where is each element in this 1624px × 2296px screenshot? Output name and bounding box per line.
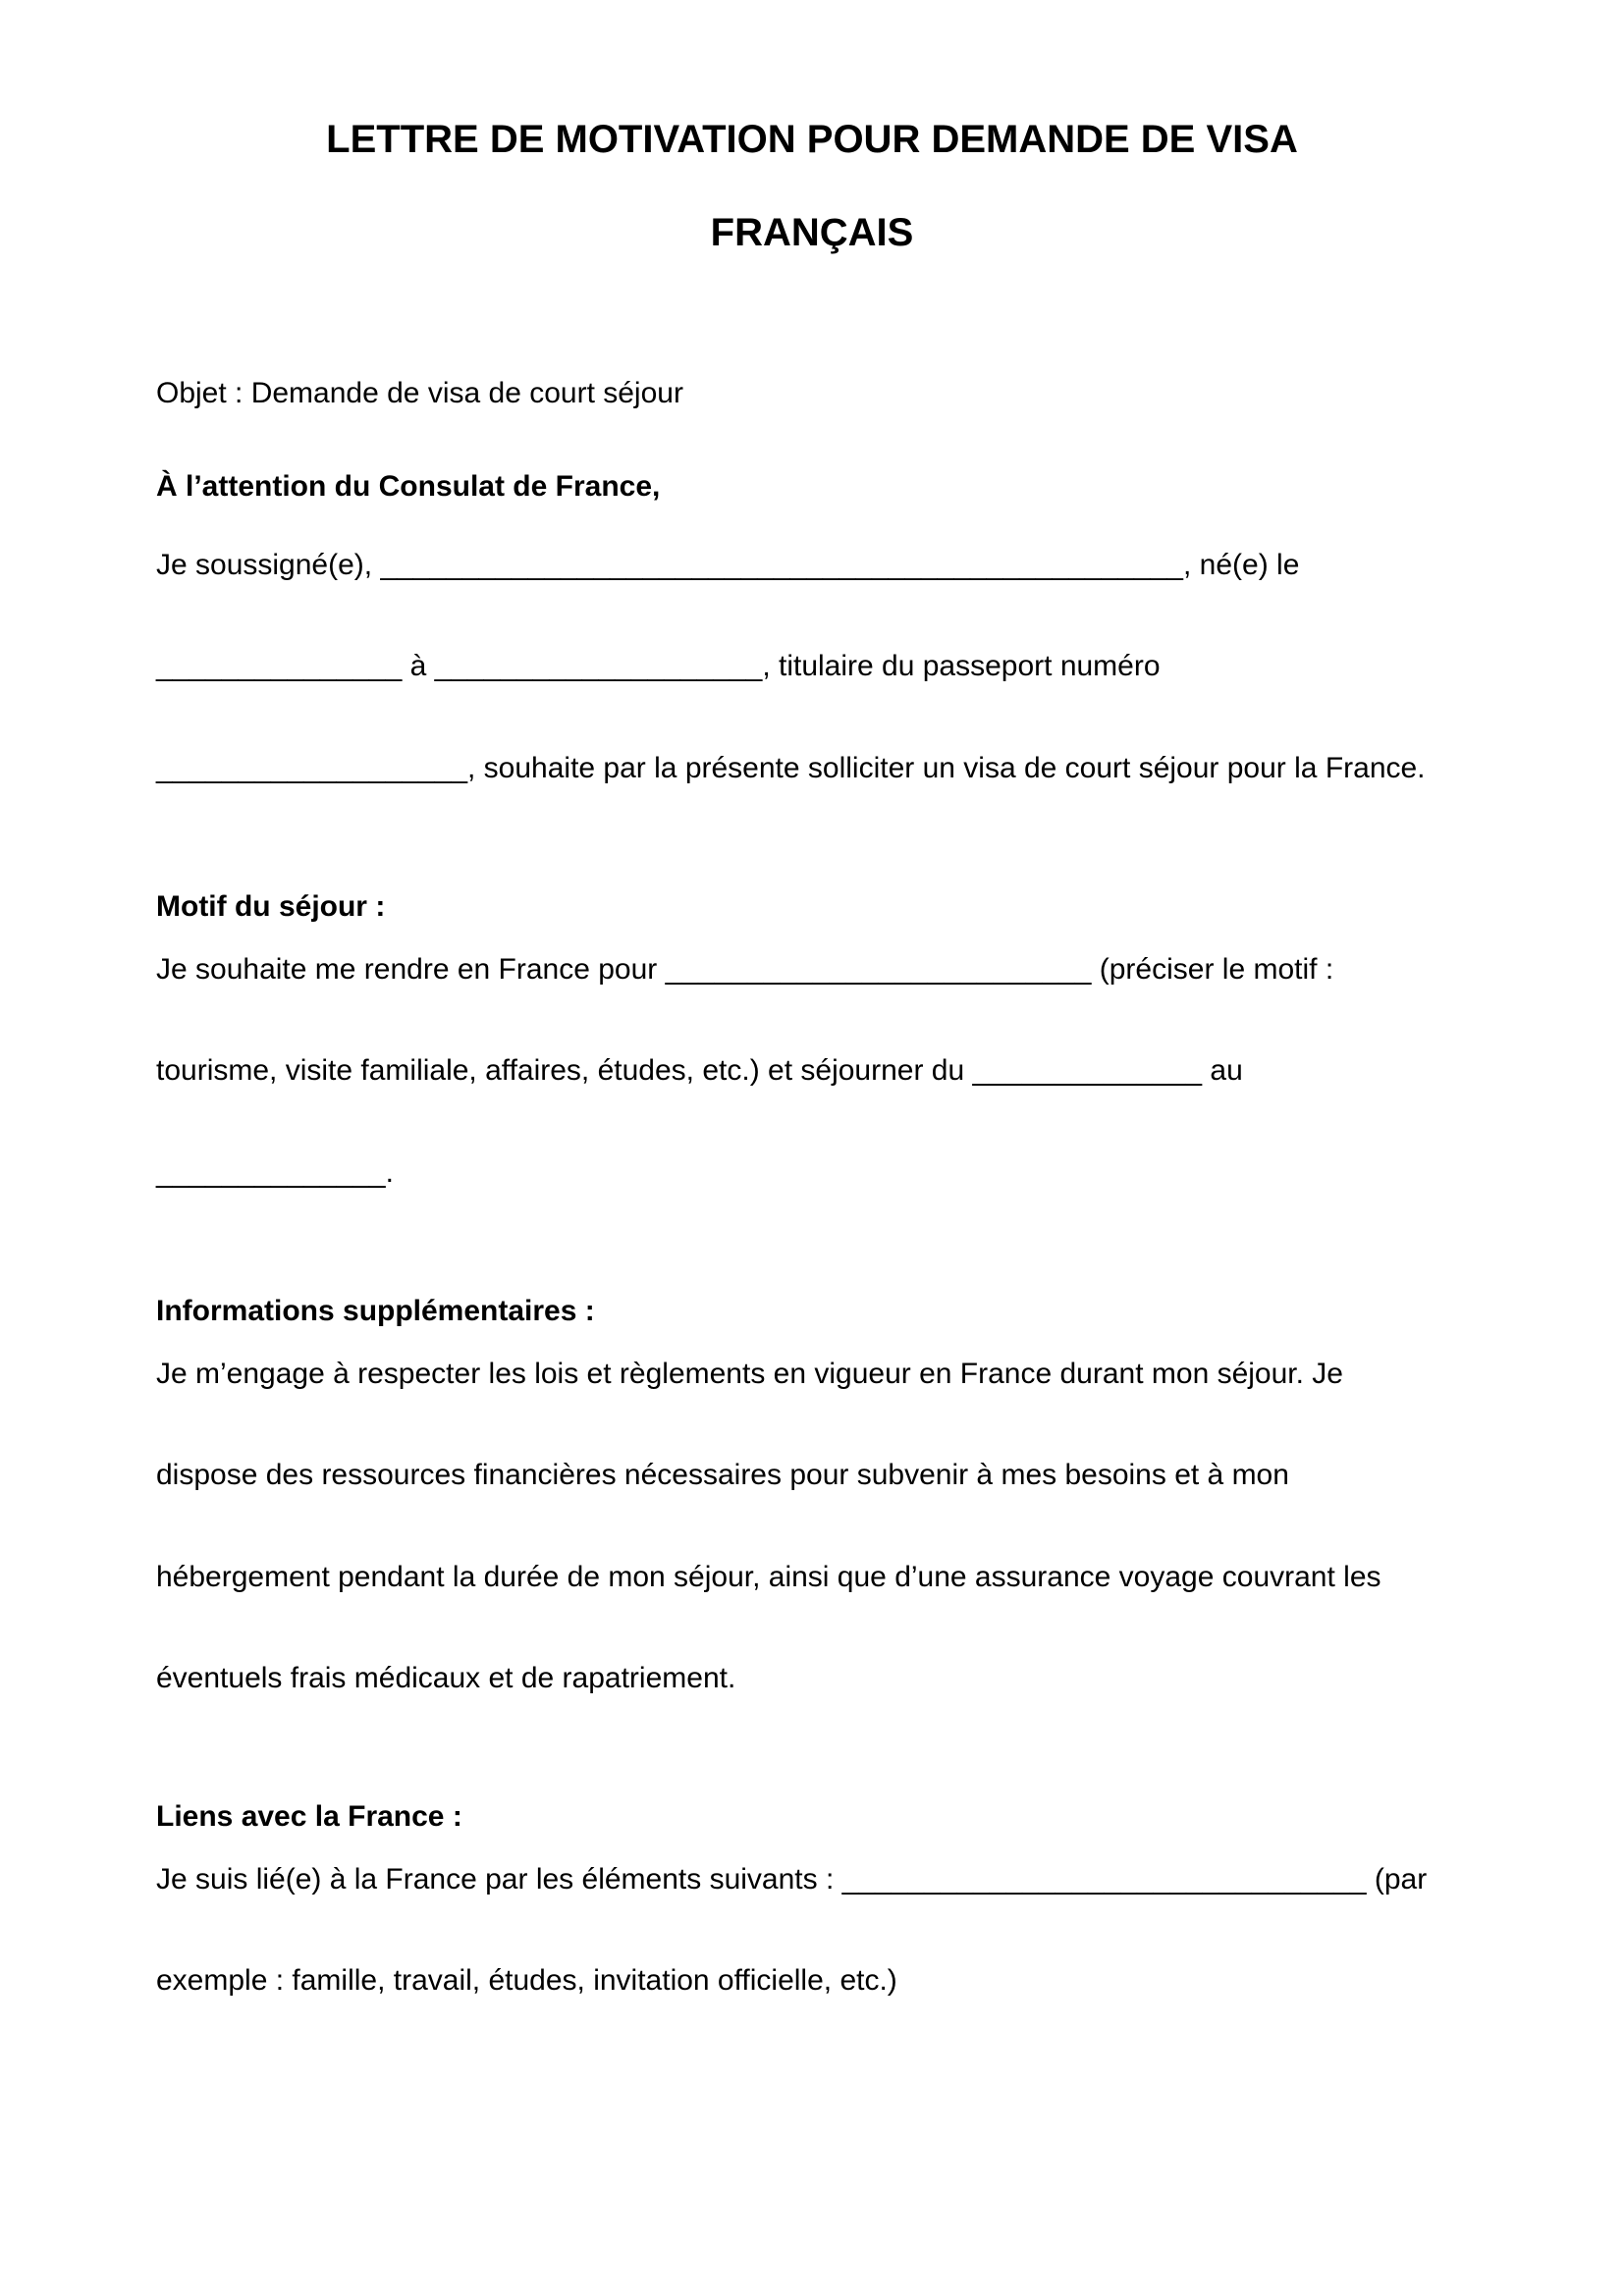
informations-line-2: dispose des ressources financières nécessaires pour subvenir à mes besoins et à mon	[156, 1459, 1289, 1491]
informations-line-3: hébergement pendant la durée de mon séjour, ainsi que d’une assurance voyage couvrant les	[156, 1561, 1381, 1593]
intro-line-3: ___________________, souhaite par la présente solliciter un visa de court séjour pour la France.	[156, 752, 1426, 784]
liens-heading: Liens avec la France :	[156, 1800, 462, 1833]
motif-line-3: ______________.	[156, 1156, 394, 1189]
motif-line-1: Je souhaite me rendre en France pour __________________________ (préciser le motif :	[156, 953, 1334, 986]
motif-heading: Motif du séjour :	[156, 890, 386, 923]
informations-line-1: Je m’engage à respecter les lois et règlements en vigueur en France durant mon séjour. Je	[156, 1358, 1343, 1390]
informations-line-4: éventuels frais médicaux et de rapatriement.	[156, 1662, 736, 1694]
liens-line-1: Je suis lié(e) à la France par les éléments suivants : ________________________________ (par	[156, 1863, 1428, 1896]
salutation-heading: À l’attention du Consulat de France,	[156, 470, 661, 503]
document-title-line-1: LETTRE DE MOTIVATION POUR DEMANDE DE VISA	[326, 118, 1298, 161]
liens-line-2: exemple : famille, travail, études, invitation officielle, etc.)	[156, 1964, 897, 1997]
objet-line: Objet : Demande de visa de court séjour	[156, 377, 683, 409]
document-title-line-2: FRANÇAIS	[710, 211, 914, 254]
intro-line-1: Je soussigné(e), _________________________________________________, né(e) le	[156, 549, 1300, 581]
informations-heading: Informations supplémentaires :	[156, 1295, 595, 1327]
motif-line-2: tourisme, visite familiale, affaires, études, etc.) et séjourner du ______________ au	[156, 1054, 1243, 1087]
intro-line-2: _______________ à ____________________, titulaire du passeport numéro	[156, 650, 1161, 682]
